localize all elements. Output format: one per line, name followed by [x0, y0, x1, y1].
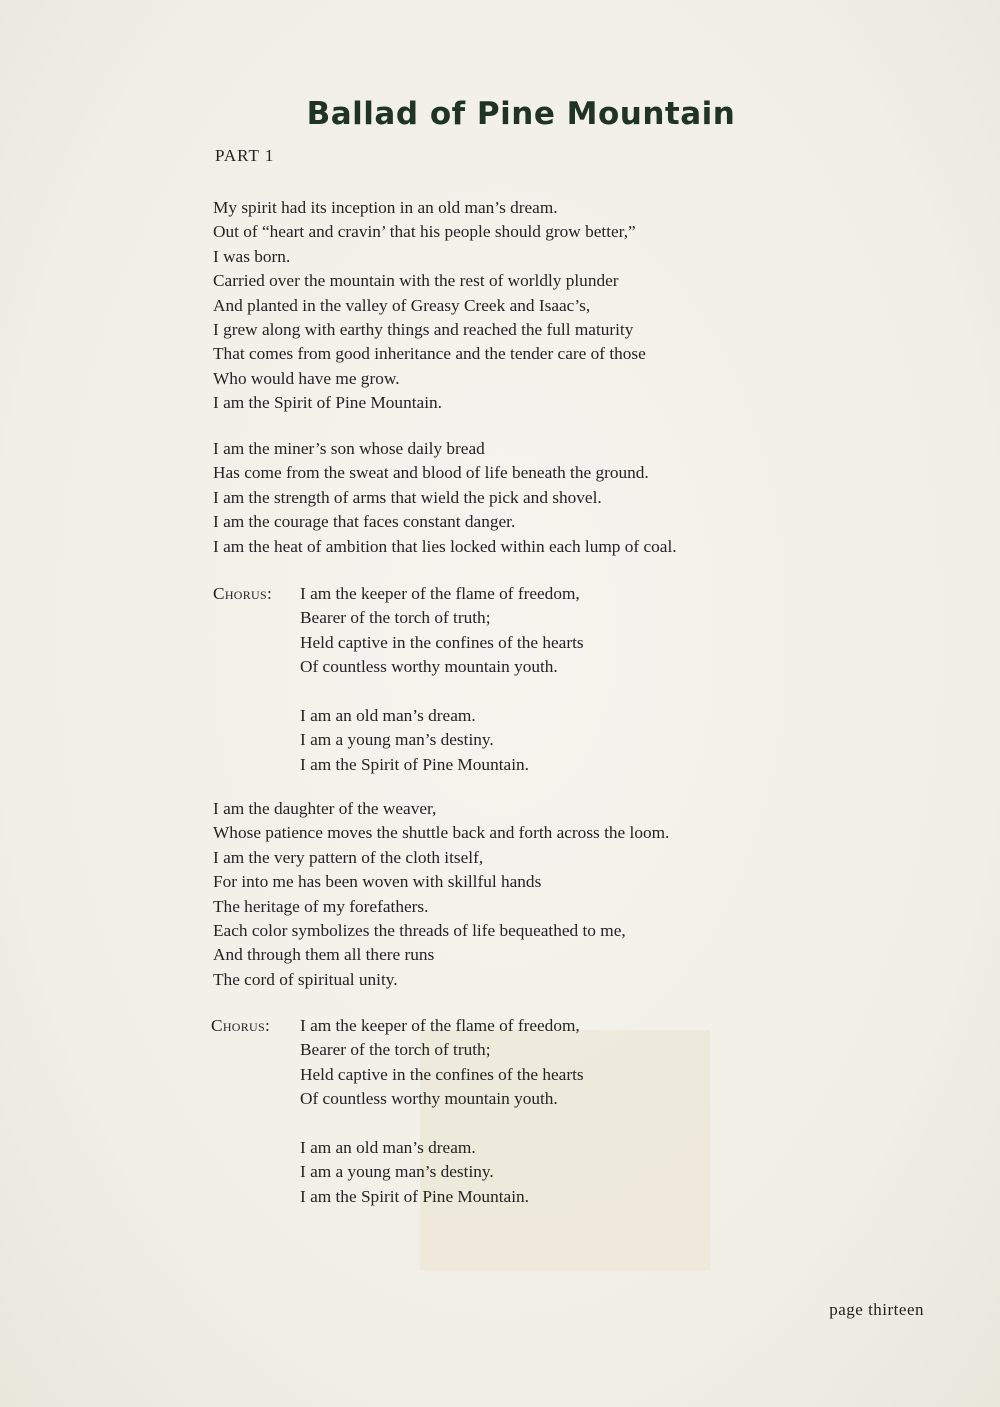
- chorus-1: [300, 582, 584, 680]
- verse-line: I grew along with earthy things and reached the full maturity: [213, 320, 634, 340]
- verse-line: I am the miner’s son whose daily bread: [213, 439, 485, 458]
- refrain-line: I am a young man’s destiny.: [300, 1162, 494, 1182]
- verse-line: I am the daughter of the weaver,: [213, 799, 437, 818]
- stanza-2: [213, 437, 677, 559]
- chorus-line: I am the keeper of the flame of freedom,: [300, 584, 580, 603]
- chorus-line: Of countless worthy mountain youth.: [300, 1089, 558, 1109]
- verse-line: The heritage of my forefathers.: [213, 896, 429, 916]
- verse-line: I was born.: [213, 246, 291, 266]
- verse-line: Whose patience moves the shuttle back and forth across the loom.: [213, 823, 670, 843]
- refrain-line: I am an old man’s dream.: [300, 1138, 476, 1157]
- page-title: Ballad of Pine Mountain: [306, 96, 736, 132]
- verse-line: I am the very pattern of the cloth itself,: [213, 847, 484, 867]
- verse-line: And through them all there runs: [213, 945, 435, 965]
- verse-line: The cord of spiritual unity.: [213, 969, 398, 989]
- verse-line: Out of “heart and cravin’ that his people should grow better,”: [213, 222, 636, 242]
- verse-line: My spirit had its inception in an old man’s dream.: [213, 198, 558, 217]
- part-heading: PART 1: [215, 146, 275, 165]
- verse-line: Who would have me grow.: [213, 368, 400, 388]
- verse-line: Carried over the mountain with the rest of worldly plunder: [213, 271, 619, 291]
- refrain-line: I am an old man’s dream.: [300, 706, 476, 725]
- page-number: page thirteen: [829, 1300, 924, 1319]
- chorus-label: Chorus:: [213, 584, 273, 603]
- chorus-line: Bearer of the torch of truth;: [300, 1040, 491, 1060]
- verse-line: Has come from the sweat and blood of life beneath the ground.: [213, 463, 649, 483]
- refrain-line: I am the Spirit of Pine Mountain.: [300, 754, 529, 774]
- refrain-2: [300, 1136, 529, 1209]
- verse-line: And planted in the valley of Greasy Creek and Isaac’s,: [213, 295, 591, 315]
- verse-line: I am the Spirit of Pine Mountain.: [213, 393, 442, 413]
- verse-line: For into me has been woven with skillful hands: [213, 872, 542, 892]
- refrain-1: [300, 704, 529, 777]
- verse-line: I am the strength of arms that wield the pick and shovel.: [213, 487, 602, 507]
- chorus-line: Held captive in the confines of the hearts: [300, 632, 584, 652]
- chorus-line: Bearer of the torch of truth;: [300, 608, 491, 628]
- refrain-line: I am the Spirit of Pine Mountain.: [300, 1186, 529, 1206]
- refrain-line: I am a young man’s destiny.: [300, 730, 494, 750]
- chorus-line: Held captive in the confines of the hearts: [300, 1064, 584, 1084]
- verse-line: Each color symbolizes the threads of life bequeathed to me,: [213, 921, 626, 941]
- verse-line: I am the courage that faces constant danger.: [213, 512, 516, 532]
- chorus-2: [300, 1014, 584, 1112]
- verse-line: I am the heat of ambition that lies locked within each lump of coal.: [213, 536, 677, 556]
- stanza-1: [213, 196, 646, 416]
- chorus-line: I am the keeper of the flame of freedom,: [300, 1016, 580, 1035]
- stanza-3: [213, 797, 669, 992]
- verse-line: That comes from good inheritance and the tender care of those: [213, 344, 646, 364]
- chorus-label: Chorus:: [211, 1016, 271, 1035]
- chorus-line: Of countless worthy mountain youth.: [300, 657, 558, 677]
